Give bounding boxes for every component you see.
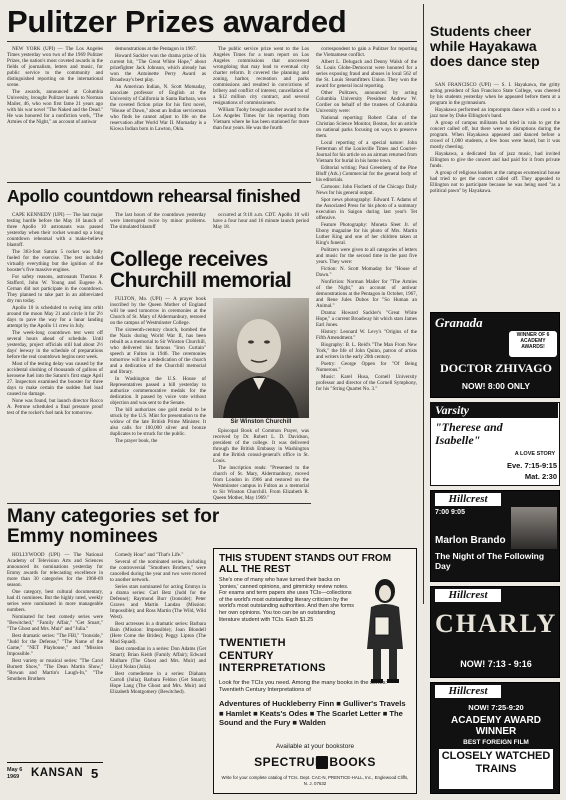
hillcrest-name: Hillcrest: [435, 493, 501, 506]
hayakawa-body: SAN FRANCISCO (UPI) — S. I. Hayakawa, the gritty acting president of San Francisco State College, was cheered by his students yesterday when he appeared before them at a program in the gymnasium. Hayakawa performed an impromptu dance with a coed to a jazz tune by Duke Ellington's band. A group of campus militants had tried in vain to get the concert called off, but there were no disruptions during the program. When Hayakawa appeared and danced before a crowd of 1,000 students, a few boos were heard, but it was mostly cheering. Hayakawa, a dedicated fan of jazz music, had invited Ellington to give the concert and had paid for it from private funds. A group of religious leaders at the campus ecumenical house had tried to get the concert called off. They appealed to Ellington not to participate because he was being used "as a political pawn" by Hayakawa.: [430, 82, 560, 194]
footer-page: 5: [91, 766, 99, 781]
hillcrest-ad-1[interactable]: [430, 490, 560, 582]
hillcrest-ad-3[interactable]: [430, 682, 560, 794]
churchill-caption: Sir Winston Churchill: [230, 419, 292, 425]
pulitzer-col4: correspondent to gain a Pulitzer for reporting the Vietnamese conflict. Albert L. Delugach and Denny Walsh of the St. Louis Globe-Democrat were honored for a series exposing fraud and abuses in local 562 of the St. Louis Steamfitters Union. They won the award for general local reporting. Other Pulitzers, announced by acting Columbia University President Andrew W. Cordier on behalf of the trustees of Columbia University were: National reporting: Robert Cahn of the Christian Science Monitor, Boston, for an article on national parks focusing on ways to preserve them. Local reporting of a special nature: John Fetterman of the Louisville Times and Courier-Journal for his article on an airman returned from Vietnam for burial in his home town. Editorial writing: Paul Greenberg of the Pine Bluff (Ark.) Commercial for the general body of his editorials. Cartoons: John Fischetti of the Chicago Daily News for his general output. Spot news photography: Edward T. Adams of the Associated Press for his photo of a summary execution in Saigon during last year's Tet offensive. Feature Photography: Moneta Sleet Jr. of Ebony magazine for his photo of Mrs. Martin Luther King and one of her children taken at King's funeral. Pulitzers were given to all categories of letters and music for the second time in the past five years. They were: Fiction: N. Scott Momaday for "House of Dawn." Nonfiction: Norman Mailer for "The Armies of the Night," an account of antiwar demonstrations at the Pentagon in October, 1967, and Rene Jules Dubos for "So Human an Animal." Drama: Howard Sackler's "Great White Hope," a current Broadway hit which stars James Earl Jones. History: Leonard W. Levy's "Origins of the Fifth Amendment." Biography: B. L. Reid's "The Man From New York," the life of John Quinn, patron of artists and writers in the early 20th century. Poetry: George Oppen for "Of Being Numerous." Music: Karel Husa, Cornell University professor and director of the Cornell Symphony, for his "String Quartet No. 3.": [316, 46, 417, 392]
spectrum-ad-body: She's one of many who have turned their backs on 'ponies,' canned opinions, and gimmicky review notes. For exams and term papers she uses TCIs—collections of the world's most outstanding literary criticism by the world's most outstanding authorities. And then she forms her own opinions. You too can be an outstanding literature student with TCIs. Each $1.25: [219, 577, 354, 623]
spectrum-ad-lookfor: Look for the TCIs you need. Among the many books in the series: Twentieth Century Interpretations of: [219, 680, 388, 693]
pulitzer-col2: demonstrations at the Pentagon in 1967. Howard Sackler won the drama prize of his current hit, "The Great White Hope," about prizefighter Jack Johnson, which already has won the Antoinette Perry Award as Broadway's best play. An American Indian, N. Scott Momaday, associate professor of English at the University of California in Santa Barbara, won the coveted fiction prize for his first novel, "House of Dawn," about an Indian serviceman who finds he cannot adjust to life on the reservation after World War II. Momaday is a Kiowa Indian born in Lawton, Okla.: [110, 46, 206, 132]
hillcrest-film: CLOSELY WATCHED TRAINS: [439, 749, 553, 789]
portrait-illustration: [213, 298, 309, 418]
hillcrest-name: Hillcrest: [435, 685, 501, 698]
hillcrest-showtime: NOW! 7:25-9:20: [468, 703, 524, 712]
spectrum-ad[interactable]: [213, 548, 417, 794]
award-category: BEST FOREIGN FILM: [463, 739, 529, 746]
rule: [7, 182, 311, 183]
varsity-matinee: Mat. 2:30: [524, 472, 557, 481]
hillcrest-ad-2[interactable]: [430, 586, 560, 678]
pulitzer-col1: NEW YORK (UPI) — The Los Angeles Times yesterday won two of the 1969 Pulitzer Prizes, the nation's most coveted awards in the fields of journalism, letters and music, for public service to the community and distinguished reporting on the international scene. The awards, announced at Columbia University, brought Pulitzer laurels to Norman Mailer, 46, who won first fame 21 years ago with his war novel "The Naked and the Dead." He was honored for a nonfiction work, "The Armies of the Night," an account of antiwar: [7, 46, 103, 125]
apollo-headline: Apollo countdown rehearsal finished: [7, 186, 301, 206]
varsity-film: "Therese and Isabelle": [435, 420, 503, 447]
apollo-col2: The last hours of the countdown yesterday were interrupted twice by minor problems. The simulated blastoff: [110, 212, 206, 230]
student-figure: [359, 577, 411, 687]
granada-name: Granada: [435, 315, 483, 330]
spectrum-ad-footer: Write for your complete catalog of TCIs. Dept. CAC-N, PRENTICE-HALL, Inc., Englewood Cliffs, N. J. 07632: [221, 775, 409, 786]
award-badge-text: WINNER OF 6 ACADEMY AWARDS!: [516, 332, 550, 350]
footer-date: May 6 1969: [7, 767, 23, 780]
charly-title: CHARLY: [435, 609, 558, 638]
churchill-headline: College receives Churchill memorial: [110, 248, 292, 292]
spectrum-ad-available: Available at your bookstore: [275, 743, 355, 750]
series-title: TWENTIETH CENTURY INTERPRETATIONS: [219, 637, 326, 674]
emmy-col2: Comedy Hour" and "That's Life." Several of the nominated series, including the controversial "Smothers Brothers," were cancelled during the year and two were moved to another network. Series stars nominated for acting Emmys in a drama series: Carl Betz (Judd for the Defense); Raymond Burr (Ironside); Peter Graves and Martin Landau (Mission: Impossible); and Ross Martin (The Wild, Wild West). Best actresses in a dramatic series: Barbara Bain (Mission: Impossible); Joan Blondell (Here Come the Brides); Peggy Lipton (The Mod Squad). Best comedian in a series: Don Adams (Get Smart); Brian Keith (Family Affair); Edward Mulhare (The Ghost and Mrs. Muir) and Lloyd Nolan (Julia). Best comedienne in a series: Diahann Carroll (Julia); Barbara Feldon (Get Smart); Hope Lang (The Ghost and Mrs. Muir) and Elizabeth Montgomery (Bewitched).: [110, 552, 206, 695]
varsity-evening: Eve. 7:15-9:15: [506, 461, 557, 470]
churchill-col2: Episcopal Book of Common Prayer, was received by Dr. Robert L. D. Davidson, president of the college. It was delivered through the British Embassy in Washington and the British consul-general's office in St. Louis. The inscription reads: "Presented to the church of St. Mary, Aldermanbury, moved from London in 1966 and restored on the Westminster campus in Fulton as a memorial to Sir Winston Churchill. From Elizabeth R. Queen Mother, May 1969.": [213, 428, 309, 501]
varsity-ad[interactable]: [430, 402, 560, 486]
emmy-headline: Many categories set for Emmy nominees: [7, 506, 220, 547]
pulitzer-headline: Pulitzer Prizes awarded: [7, 4, 347, 39]
hillcrest-star: Marlon Brando: [435, 535, 506, 546]
varsity-name: Varsity: [431, 403, 558, 418]
hillcrest-name: Hillcrest: [435, 589, 501, 602]
brando-portrait: [511, 507, 557, 549]
student-illustration: [359, 577, 411, 687]
hillcrest-showtimes: 7:00 9:05: [435, 509, 465, 516]
apollo-col1: CAPE KENNEDY (UPI) — The last major testing hurdle before the May 18 launch of three Apollo 10 astronauts was passed yesterday when their rocket wound up a long countdown rehearsal with a make-believe blastoff. The 363-foot Saturn 5 rocket was fully fueled for the exercise. The test included virtually everything but the ignition of the booster's five massive engines. For safety reasons, astronauts Thomas P. Stafford, John W. Young and Eugene A. Cernan did not participate in the countdown. They planned to take part in an abbreviated dry run today. Apollo 10 is scheduled to swing into orbit around the moon May 21 and circle it for 2½ days to pave the way for a lunar landing attempt by the Apollo 11 crew in July. The week-long countdown test went off several hours ahead of schedule. Until yesterday, project officials still had about 2½ days' leeway in the schedule of preparations before the real countdown begins next week. Most of the testing delay was caused by the accidental sloshing of thousands of gallons of kerosene fuel into the Saturn's first stage April 27. Inspectors examined the booster for three days to make certain the sudden fuel load caused no damage. None was found, but launch director Rocco A. Petrone scheduled a final pressure proof test of the rocket's fuel tank for tomorrow.: [7, 212, 103, 416]
footer: [7, 762, 103, 794]
spectrum-ad-titles: Adventures of Huckleberry Finn ■ Gulliver's Travels ■ Hamlet ■ Keats's Odes ■ The Scarlet Letter ■ The Sound and the Fury ■ Walden: [219, 699, 406, 727]
hillcrest-film: The Night of The Following Day: [435, 551, 545, 571]
spectrum-logo: [244, 755, 386, 771]
award-badge: [509, 331, 557, 357]
rule: [7, 503, 311, 504]
pulitzer-col3: The public service prize went to the Los Angeles Times for a team report on Los Angeles commissions that uncovered wrongdoing that may lead to eventual city charter reform. It covered the planning and zoning, harbor, recreation and parks commissions and resulted in convictions of bribery and conflict of interest, cancellation of a $12 million city contract, and several resignations of commissioners. William Tuohy brought another award to the Los Angeles Times for his reporting from Vietnam where he has been stationed for more than four years. He was the fourth: [213, 46, 309, 131]
granada-film: DOCTOR ZHIVAGO: [440, 361, 552, 375]
varsity-tagline: A LOVE STORY: [514, 451, 556, 457]
churchill-photo: [213, 298, 309, 418]
hayakawa-headline: Students cheer while Hayakawa does dance step: [430, 23, 540, 69]
hillcrest-showtime: NOW! 7:13 - 9:16: [460, 659, 532, 669]
spectrum-brand: SPECTRUM BOOKS: [254, 755, 376, 769]
granada-showtime: NOW! 8:00 ONLY: [461, 381, 531, 391]
emmy-col1: HOLLYWOOD (UPI) — The National Academy of Television Arts and Sciences announced its nominations yesterday for Emmy awards for telecasting excellence in more than 30 categories for the 1968-69 season. One category, best cultural documentary, had 41 nominees. But the highly rated, weekly series were nominated in more manageable numbers. Nominated for best comedy series were "Bewitched," "Family Affair," "Get Smart," "The Ghost and Mrs. Muir" and "Julia." Best dramatic series: "The FBI," "Ironside," "Judd for the Defense," "The Name of the Game," "NET Playhouse," and "Mission Impossible." Best variety or musical series: "The Carol Burnett Show," "The Dean Martin Show," "Rowan and Martin's Laugh-In," "The Smothers Brothers: [7, 552, 103, 682]
rule: [7, 41, 417, 42]
apollo-col3: occurred at 9:18 a.m. CDT. Apollo 10 will have a four hour and 16 minute launch period May 18.: [213, 212, 309, 230]
churchill-col1: FULTON, Mo. (UPI) — A prayer book inscribed by the Queen Mother of England will be used tomorrow in ceremonies at the Church of St. Mary of Aldermanbury, restored on the campus of Westminster College. The sixteenth-century church, bombed the the Nazis during World War II, has been rebuilt as a memorial to Sir Winston Churchill, who delivered his famous "Iron Curtain" speech at Fulton in 1946. The ceremonies tomorrow will be a rededication of the church and a dedication of the Churchill memorial and library. In Washington the U.S. House of Representatives passed a bill yesterday to authorize commemorative medals for the dedication. It passed by voice vote without objection and was sent to the Senate. The bill authorizes one gold medal to be struck by the U.S. Mint for presentation to the widow of the late British Prime Minister. It also calls for 100,000 silver and bronze duplicates to be struck for the public. The prayer book, the: [110, 296, 206, 444]
spectrum-ad-headline: THIS STUDENT STANDS OUT FROM ALL THE REST: [219, 553, 392, 575]
award-line: ACADEMY AWARD WINNER: [450, 715, 541, 737]
footer-paper: KANSAN: [31, 767, 84, 779]
column-divider: [423, 4, 424, 604]
granada-ad[interactable]: [430, 312, 560, 398]
